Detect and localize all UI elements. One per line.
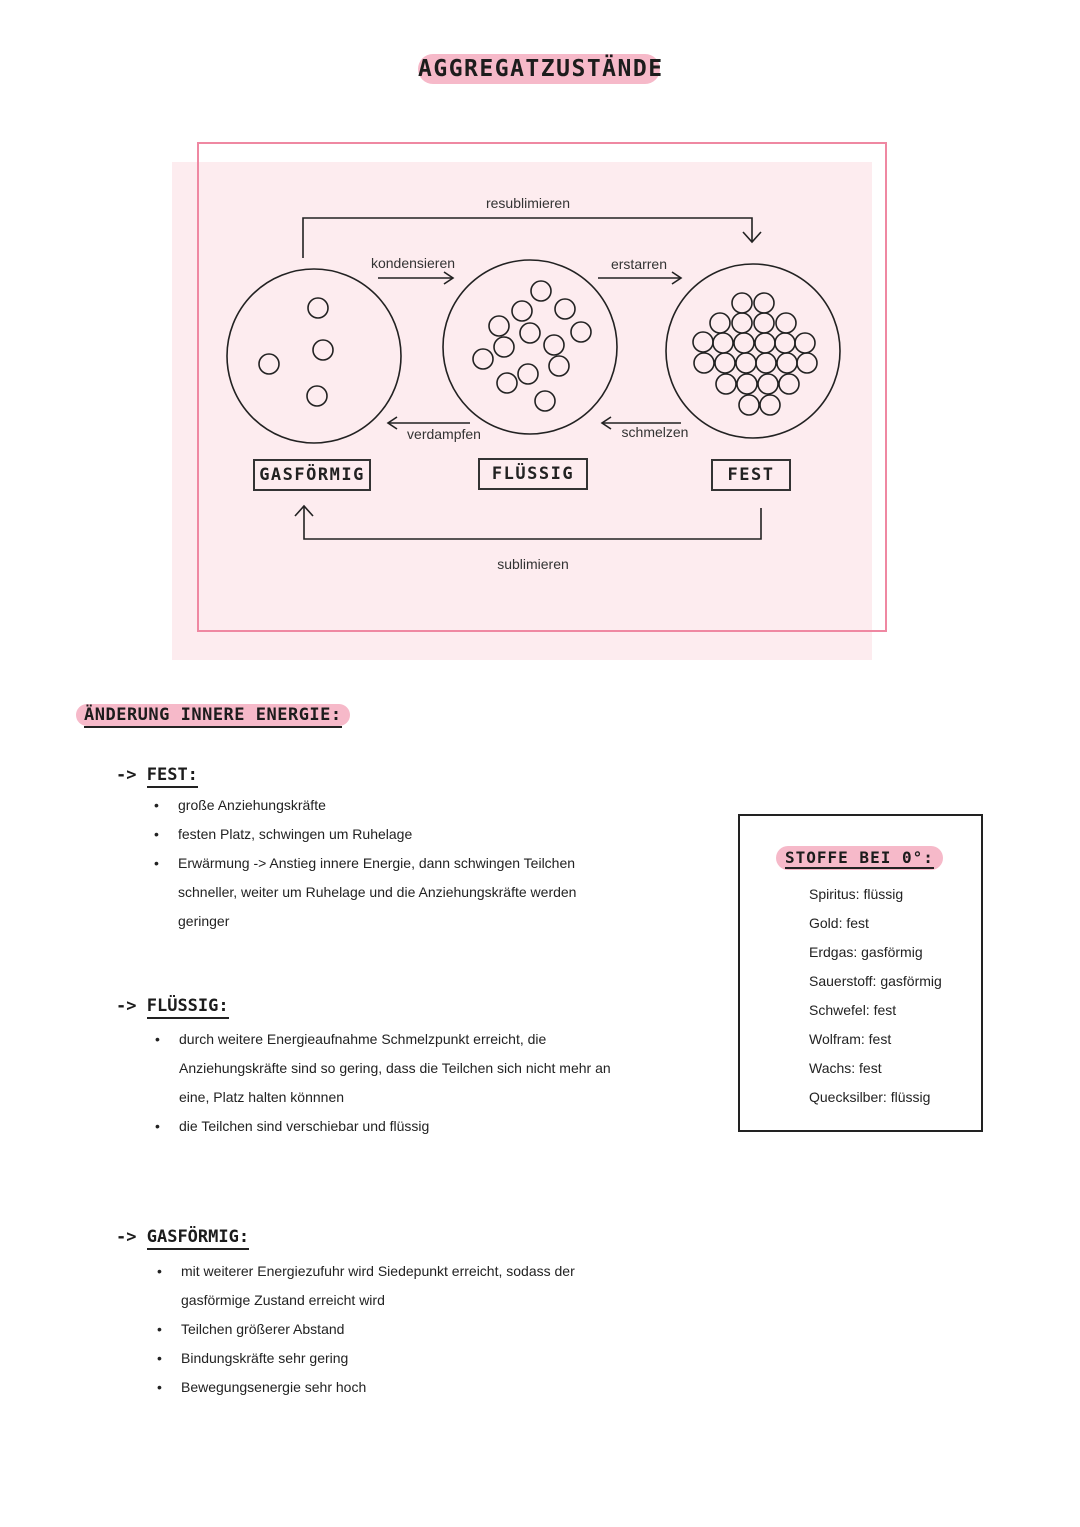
list-item: • Bewegungsenergie sehr hoch (157, 1373, 607, 1402)
list-item: Spiritus: flüssig (809, 886, 904, 902)
label-erstarren: erstarren (610, 256, 668, 272)
list-item: • Erwärmung -> Anstieg innere Energie, dann schwingen Teilchen schneller, weiter um Ruhelage und die Anziehungskräfte werden geringer (154, 849, 594, 936)
list-item: Erdgas: gasförmig (809, 944, 923, 960)
gas-particles (259, 298, 333, 406)
solid-particle-circle (666, 264, 840, 438)
list-item: • festen Platz, schwingen um Ruhelage (154, 820, 594, 849)
list-fluessig (155, 1025, 640, 1141)
resublimieren-arrow (303, 218, 752, 258)
state-fest: FEST (711, 459, 791, 491)
subheading-fest: -> FEST: (116, 765, 198, 785)
subheading-fluessig: -> FLÜSSIG: (116, 996, 229, 1016)
list-fest (154, 791, 594, 936)
label-schmelzen: schmelzen (621, 424, 689, 440)
list-item: Wachs: fest (809, 1060, 882, 1076)
list-item: • die Teilchen sind verschiebar und flüssig (155, 1112, 640, 1141)
list-item: • große Anziehungskräfte (154, 791, 594, 820)
label-sublimieren: sublimieren (497, 556, 569, 572)
list-item: Schwefel: fest (809, 1002, 897, 1018)
state-fluessig: FLÜSSIG (478, 458, 588, 490)
section-heading: ÄNDERUNG INNERE ENERGIE: (76, 705, 350, 725)
liquid-particle-circle (443, 260, 617, 434)
list-item: Sauerstoff: gasförmig (809, 973, 942, 989)
liquid-particles (473, 281, 591, 411)
label-kondensieren: kondensieren (370, 255, 456, 271)
stoffe-list (809, 880, 942, 1112)
label-verdampfen: verdampfen (407, 426, 481, 442)
sublimieren-arrow (304, 506, 761, 539)
label-resublimieren: resublimieren (485, 195, 571, 211)
list-item: Gold: fest (809, 915, 869, 931)
list-item: Wolfram: fest (809, 1031, 892, 1047)
list-item: • Teilchen größerer Abstand (157, 1315, 607, 1344)
state-gasfoermig: GASFÖRMIG (253, 459, 371, 491)
solid-particles (693, 293, 817, 415)
stoffe-title: STOFFE BEI 0°: (776, 846, 943, 870)
page-title: AGGREGATZUSTÄNDE (418, 56, 664, 82)
list-item: Quecksilber: flüssig (809, 1089, 931, 1105)
subheading-gasfoermig: -> GASFÖRMIG: (116, 1227, 249, 1247)
list-gasfoermig (157, 1257, 607, 1402)
list-item: • Bindungskräfte sehr gering (157, 1344, 607, 1373)
gas-particle-circle (227, 269, 401, 443)
list-item: • durch weitere Energieaufnahme Schmelzpunkt erreicht, die Anziehungskräfte sind so gering, dass die Teilchen sich nicht mehr an eine, Platz halten könnnen (155, 1025, 640, 1112)
phase-diagram (0, 0, 1080, 700)
list-item: • mit weiterer Energiezufuhr wird Siedepunkt erreicht, sodass der gasförmige Zustand erreicht wird (157, 1257, 607, 1315)
